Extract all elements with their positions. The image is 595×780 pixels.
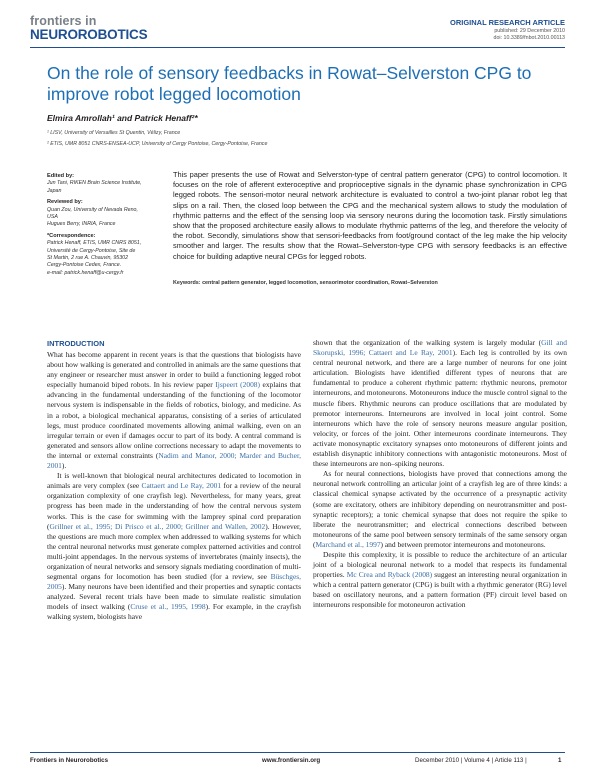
paragraph: [313, 338, 567, 469]
footer-rule: [30, 752, 565, 753]
correspondence-label: *Correspondence:: [47, 232, 96, 239]
editor-line: Jun Tani, RIKEN Brain Science Institute,: [47, 180, 142, 187]
keywords: [173, 280, 567, 286]
text-run: Despite this complexity, it is possible to reduce the architecture of an articular joint of a biological neuronal network to a model that respects its fundamental properties.: [313, 549, 567, 580]
footer-website[interactable]: www.frontiersin.org: [262, 757, 321, 764]
text-run: ) and between premotor interneurons and motoneurons.: [380, 539, 546, 549]
reviewed-by-label: Reviewed by:: [47, 199, 83, 206]
edited-by-label: Edited by:: [47, 173, 75, 179]
text-run: suggest an interesting neural organization in which a central pattern generator (CPG) is built with a rhythmic generator (RG) level based on oscillatory neurons, and a pattern formation (PF) circuit level based on interneurons responsible for motoneuron activation: [313, 570, 567, 610]
text-run: shown that the organization of the walking system is largely modular (: [313, 338, 542, 347]
citation-link[interactable]: Grillner et al., 1995; Di Prisco et al., 2000; Grillner and Wallen, 2002: [49, 521, 266, 531]
text-run: As for neural connections, biologists have proved that connections among the neuronal network controlling an articular joint of a crayfish leg are of three kinds: a classical chemical synapse activated by the occurrence of a presynaptic activity (some are excitatory, others are inhibitory depending on neurotransmitter and post-synaptic receptors); a tonic chemical synapse that does not require the spike to liberate the neurotransmitter; and electrical connections described between motoneurons of the same pool between sensory terminals of the same sensory organ (: [313, 469, 567, 549]
text-run: ). For example, in the crayfish walking system, biologists have: [47, 602, 302, 622]
citation-link[interactable]: Nadim and Manor, 2000; Marder and Bucher, 2001: [47, 450, 301, 471]
journal-logo-line1: frontiers in: [30, 14, 97, 28]
keywords-label: Keywords:: [173, 280, 201, 286]
citation-link[interactable]: Cruse et al., 1995, 1998: [130, 602, 206, 612]
citation-link[interactable]: Ijspeert (2008): [215, 380, 260, 390]
section-heading-introduction: INTRODUCTION: [47, 339, 105, 348]
authors: Elmira Amrollah¹ and Patrick Henaff²*: [47, 113, 198, 123]
correspondence-line: Patrick Henaff, ETIS, UMR CNRS 8051,: [47, 240, 142, 247]
publication-info: [494, 28, 565, 42]
published-date: published: 29 December 2010: [494, 28, 565, 34]
text-run: explains that advancing in the fundamental understanding of the functioning of the locomotor nervous system is indispensable in the fields of robotics, biology, and medicine. As in a robot, a biological mechanical apparatus, consisting of a series of articulated legs, must produce coordinated movements allowing animal walking, even on an irregular terrain or even if damages occur to part of its body. A central command is generated and sensors allow online corrections necessary to adapt the movements to the internal or external constraints (: [47, 380, 301, 460]
footer-journal: Frontiers in Neurorobotics: [30, 757, 109, 764]
reviewer-line: USA: [47, 214, 58, 221]
text-run: ). Many neurons have been identified and their properties and synaptic contacts analyzed. Several recent trials have been made to simulate realistic simulation models of insect walking (: [47, 582, 301, 612]
article-title: [47, 63, 567, 105]
citation-link[interactable]: Marchand et al., 1997: [315, 539, 381, 549]
affiliation-2: ² ETIS, UMR 8051 CNRS-ENSEA-UCP, University of Cergy Pontoise, Cergy-Pontoise, France: [47, 141, 268, 147]
paragraph: [313, 550, 567, 611]
reviewer-line: Hugues Berry, INRIA, France: [47, 221, 116, 228]
correspondence-line: Université de Cergy-Pontoise, Site de: [47, 247, 136, 254]
correspondence-line: St Martin, 2 rue A. Chauvin, 95302: [47, 255, 129, 262]
sidebar-info: [47, 173, 167, 277]
journal-logo-line2: NEUROROBOTICS: [30, 27, 148, 42]
doi: doi: 10.3389/fnbot.2010.00113: [493, 35, 565, 41]
abstract: This paper presents the use of Rowat and Selverston-type of central pattern generator (CPG) to control locomotion. It focuses on the role of afferent exteroceptive and proprioceptive signals in the dynamic phase synchronization in CPG legged robots. The sensori-motor neural network architecture is evaluated to control a two-joint planar robot leg that slips on a rail. Then, the closed loop between the CPG and the mechanical system allows to study the modulation of rhythmic patterns and the effect of the sensing loop via sensory neurons during the locomotion task. Firstly simulations show that the proposed architecture easily allows to modulate rhythmic patterns of the leg, and therefore the velocity of the robot. Secondly, simulations show that sensori-feedbacks from foot/ground contact of the leg make the hip velocity smoother and larger. The results show that the Rowat–Selverston-type CPG with sensory feedbacks is an effective choice for building adaptive neural CPGs for legged robots.: [173, 170, 567, 261]
article-type: ORIGINAL RESEARCH ARTICLE: [449, 18, 565, 27]
reviewer-line: Quan Zou, University of Nevada Reno,: [47, 206, 138, 213]
title-line-2: improve robot legged locomotion: [47, 84, 301, 104]
correspondence-line: Cergy-Pontoise Cedex, France.: [47, 262, 122, 269]
citation-link[interactable]: Mc Crea and Ryback (2008): [346, 570, 433, 580]
header-rule: [30, 47, 565, 48]
title-line-1: On the role of sensory feedbacks in Rowat–Selverston CPG to: [47, 63, 532, 83]
text-run: It is well-known that biological neural architectures dedicated to locomotion in animals are very complex (see: [47, 471, 301, 491]
citation-link[interactable]: Gill and Skorupski, 1996; Cattaert and Le Ray, 2001: [313, 338, 567, 358]
paragraph: [313, 469, 567, 550]
keywords-list: central pattern generator, legged locomotion, sensorimotor coordination, Rowat–Selverston: [202, 280, 438, 286]
paragraph: [47, 471, 301, 622]
text-run: ). However, the questions are much more complex when addressed to walking systems for which the central neuronal networks must generate complex patterned activities and control multi-joint appendages. In the nervous systems of invertebrates (mainly insects), the organization of neural networks and sensory signals mediating coordination of multi-segmental organs for locomotion has been studied (for a review, see: [47, 521, 302, 582]
text-run: for a review of the neural organization complexity of one crayfish leg). Nevertheless, for many years, great progress has been made in the understanding of how the central nervous system works. This is the case for swimming with the lamprey spinal cord preparation (: [47, 481, 302, 531]
body-column-left: [47, 350, 301, 623]
paragraph: [47, 350, 301, 471]
citation-link[interactable]: Büschges, 2005: [47, 572, 301, 592]
footer-issue: December 2010 | Volume 4 | Article 113 |: [415, 757, 527, 764]
affiliation-1: ¹ LISV, University of Versailles St Quentin, Vélizy, France: [47, 130, 181, 136]
footer-page-number: 1: [558, 757, 562, 764]
text-run: ). Each leg is controlled by its own central neuronal network, and there are a large number of neurons for one joint articulation. Biologists have identified different types of neurons that are fundamental to produce a coherent rhythmic pattern: rhythmic neurons, premotor interneurons, and motoneurons. Motoneurons induce the muscle control signal to the muscle fibers. Rhythmic neurons can produce oscillations that are modulated by premotor interneurons. Interneurons are involved in local joint control. Some interneurons which have the role of sensory neurons measure angular position, velocity, or forces of the joint. Other interneurons coordinate interneurons. They activate monosynaptic excitatory synapses onto motoneurons of different joints and establish disynaptic inhibitory connections with antagonistic motoneurons. Most of these interneurons are non–spiking neurons.: [313, 348, 567, 469]
text-run: ).: [61, 461, 67, 471]
citation-link[interactable]: Cattaert and Le Ray, 2001: [141, 481, 222, 491]
body-column-right: [313, 338, 567, 611]
text-run: What has become apparent in recent years is that the questions that biologists have about how walking is generated and controlled in animals are the same questions that any engineer or researcher must answer in order to build a functioning legged robot especially humanoid biped robots. In his review paper: [47, 350, 301, 390]
correspondence-email[interactable]: e-mail: patrick.henaff@u-cergy.fr: [47, 269, 124, 276]
editor-line: Japan: [47, 187, 62, 194]
